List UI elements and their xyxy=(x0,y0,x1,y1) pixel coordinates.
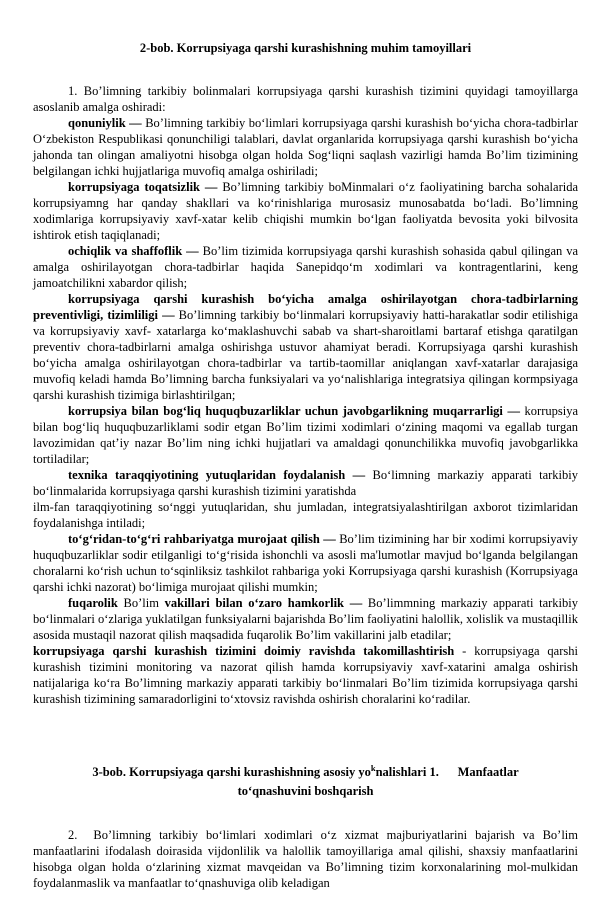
text-segment: vakillari bilan oʻzaro hamkorlik — xyxy=(164,596,368,610)
text-segment: Bo’limmning markaziy apparati tarkibiy boʻlinmalari oʻzlariga yuklatilgan funksiyalarni bajarishda Bo’lim faoliyatini halollik, xolislik va mustaqillik asosida mustaqil nazorat qilish maqsadida fuqarolik Bo’lim vakillarini jalb etadilar; xyxy=(33,596,579,642)
text-segment: Boʻlimning markaziy apparati tarkibiy boʻlinmalarida korrupsiyaga qarshi kurashish tizimini yaratishda xyxy=(33,468,578,498)
paragraph xyxy=(33,595,578,643)
text-segment: korrupsiya bilan bogʻliq huquqbuzarliklar uchun javobgarlikning muqarrarligi — xyxy=(68,404,525,418)
paragraph xyxy=(33,827,578,891)
text-segment: 1. Bo’limning tarkibiy bolinmalari korrupsiyaga qarshi kurashish tizimini quyidagi tamoyillarga asoslanib amalga oshiradi: xyxy=(33,84,578,114)
paragraph xyxy=(33,83,578,115)
paragraph xyxy=(33,291,578,403)
chapter2-heading: 2-bob. Korrupsiyaga qarshi kurashishning muhim tamoyillari xyxy=(139,41,472,55)
text-segment: ochiqlik va shaffoflik — xyxy=(68,244,203,258)
chapter2-body xyxy=(33,83,578,707)
chapter3-heading-line2: toʻqnashuvini boshqarish xyxy=(237,784,374,798)
paragraph xyxy=(33,403,578,467)
paragraph xyxy=(33,243,578,291)
text-segment: korrupsiya bilan bogʻliq huquqbuzarliklami sodir etgan Bo’lim tizimi xodimlari oʻzining maqomi va egallab turgan lavozimidan qat’iy nazar Bo’lim ning ichki hujjatlari va amaldagi qonunchilikka muvofiq javobgarlikka tortiladilar; xyxy=(33,404,578,466)
text-segment: ilm-fan taraqqiyotining soʻnggi yutuqlaridan, shu jumladan, integratsiyalashtirilgan axborot tizimlaridan foydalanishga intiladi; xyxy=(33,500,578,530)
paragraph xyxy=(33,115,578,179)
text-segment: Bo’lim tizimining har bir xodimi korrupsiyaviy huquqbuzarliklar sodir etilganligi toʻgʻrisida ishonchli va asosli ma'lumotlar mavjud boʻlganda belgilangan choralarni koʻrish uchun toʻsqinliksiz tashkilot rahbariga yoki Korrupsiyaga qarshi kurashish (Korrupsiyaga qarshi ichki nazorat) boʻlimiga murojaat qilishi mumkin; xyxy=(33,532,578,594)
chapter3-heading-line1 xyxy=(33,763,578,782)
chapter3-heading xyxy=(33,763,578,801)
text-segment: 2. Bo’limning tarkibiy boʻlimlari xodimlari oʻz xizmat majburiyatlarini bajarish va Bo’lim manfaatlarini ifodalash doirasida vijdonlilik va halollik tamoyillariga amal qilishi, shaxsiy manfaatlarini hisobga olgan holda oʻzlarining xizmat mavqeidan va Bo’limning tizim korxonalarining mol-mulkidan foydalanmaslik va manfaatlar toʻqnashuviga olib keladigan xyxy=(33,828,578,890)
text-segment: Bo’limning tarkibiy boʻlinmalari korrupsiyaviy hatti-harakatlar sodir etilishiga va korrupsiyaviy xavf- xatarlarga koʻmaklashuvchi sabab va shart-sharoitlami bartaraf etishga qaratilgan preventiv chora-tadbirlarni amalga oshirishga ustuvor ahamiyat beradi. Korrupsiyaga qarshi kurashish boʻyicha amalga oshirilayotgan chora-tadbirlar va tartib-taomillar aniqlangan xavf-xatarlar darajasiga muvofiq keladi hamda Bo’limning barcha funksiyalari va yoʻnalishlariga integratsiya qilingan kormpsiyaga qarshi kurashish tizimiga birlashtirilgan; xyxy=(33,308,578,402)
paragraph xyxy=(33,643,578,707)
text-segment: texnika taraqqiyotining yutuqlaridan foydalanish — xyxy=(68,468,373,482)
text-segment: Bo’limning tarkibiy boʻlimlari korrupsiyaga qarshi kurashish boʻyicha chora-tadbirlar Oʻzbekiston Respublikasi qonunchiligi talablari, davlat organlarida korrupsiyaga qarshi kurashish boʻyicha jahonda tan olingan amaliyotni hisobga olgan holda Sogʻliqni saqlash vazirligi hamda Bo’lim tizimining belgilangan ichki hujjatlariga muvofiq amalga oshiriladi; xyxy=(33,116,578,178)
text-segment: fuqarolik xyxy=(68,596,124,610)
text-segment: qonuniylik — xyxy=(68,116,146,130)
heading-text-segment: 3-bob. Korrupsiyaga qarshi kurashishning asosiy yo xyxy=(92,765,371,779)
text-segment: toʻgʻridan-toʻgʻri rahbariyatga murojaat qilish — xyxy=(68,532,340,546)
paragraph xyxy=(33,531,578,595)
paragraph xyxy=(33,179,578,243)
text-segment: Bo’lim tizimida korrupsiyaga qarshi kurashish sohasida qabul qilingan va amalga oshirilayotgan chora-tadbirlar haqida Sanepidqoʻm xodimlari va kontragentlarini, keng jamoatchilikni xabardor qilish; xyxy=(33,244,578,290)
paragraph xyxy=(33,499,578,531)
text-segment: - korrupsiyaga qarshi kurashish tizimini monitoring va nazorat qilish hamda korrupsiyaviy xavf-xatarini amalga oshirish natijalariga koʻra Bo’limning markaziy apparati tarkibiy boʻlinmalari Bo’lim tizimida korrupsiyaga qarshi kurashish tizimining samaradorligini toʻxtovsiz ravishda oshirish choralarini koʻradilar. xyxy=(33,644,578,706)
text-segment: Bo’limning tarkibiy boMinmalari oʻz faoliyatining barcha sohalarida korrupsiyamng har qanday shakllari va koʻrinishlariga murosasiz munosabatda boʻladi. Bo’limning xodimlariga korrupsiyaviy xavf-xatar kelib chiqishi mumkin boʻlgan faoliyatda bevosita yoki bilvosita ishtirok etish taqiqlanadi; xyxy=(33,180,579,242)
paragraph xyxy=(33,467,578,499)
text-segment: korrupsiyaga qarshi kurashish boʻyicha amalga oshirilayotgan chora-tadbirlarning preventivligi, tizimliligi — xyxy=(33,292,578,322)
heading-text-segment: nalishlari 1. Manfaatlar xyxy=(375,765,519,779)
text-segment: Bo’lim xyxy=(123,596,165,610)
heading-superscript: k xyxy=(370,762,376,773)
text-segment: korrupsiyaga toqatsizlik — xyxy=(68,180,223,194)
chapter3-body xyxy=(33,827,578,891)
text-segment: korrupsiyaga qarshi kurashish tizimini doimiy ravishda takomillashtirish xyxy=(33,644,455,658)
